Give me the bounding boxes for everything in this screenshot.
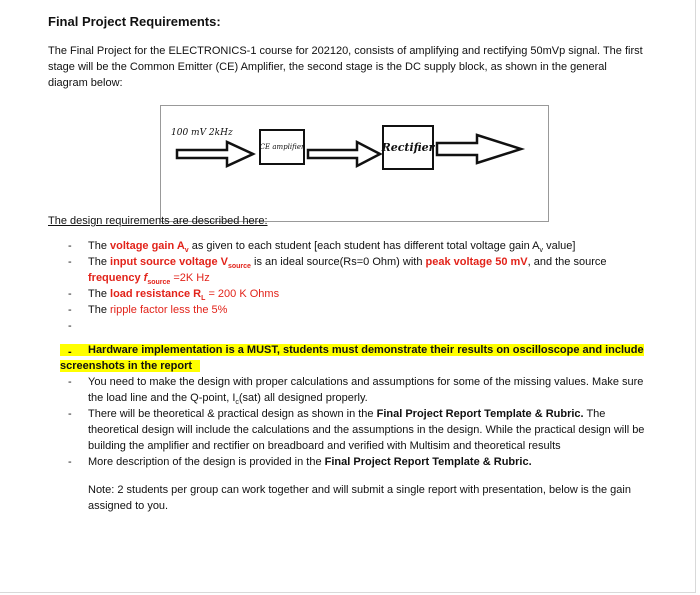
diagram-arrows bbox=[161, 106, 548, 221]
highlight-text: Hardware implementation is a MUST, students must demonstrate their results on oscilloscope and include screenshots in the report bbox=[60, 344, 644, 372]
bullet-dash: - bbox=[68, 346, 72, 358]
note-paragraph: Note: 2 students per group can work together and will submit a single report with presentation, below is the gain assigned to you. bbox=[88, 484, 631, 512]
item-text: More description of the design is provided in the bbox=[88, 456, 325, 468]
item-text: value] bbox=[543, 240, 576, 252]
item-text: (sat) all designed properly. bbox=[238, 392, 368, 404]
item-subscript: source bbox=[227, 263, 251, 271]
item-highlight: voltage gain A bbox=[110, 240, 185, 252]
list-item bbox=[60, 454, 650, 470]
item-text: , and the source bbox=[527, 256, 607, 268]
bullet-dash: - bbox=[68, 320, 72, 332]
item-text: The bbox=[88, 288, 111, 300]
item-text: as given to each student [each student has different total voltage gain A bbox=[188, 240, 540, 252]
item-highlight: input source voltage V bbox=[110, 256, 228, 268]
item-subscript: source bbox=[147, 279, 171, 287]
rectifier-label: Rectifier bbox=[381, 141, 435, 154]
rectifier-block bbox=[382, 125, 434, 170]
item-bold: Final Project Report Template & Rubric. bbox=[376, 408, 584, 420]
item-highlight: = 200 K Ohms bbox=[205, 288, 280, 300]
list-item bbox=[60, 302, 650, 318]
input-arrow bbox=[177, 142, 253, 166]
block-diagram bbox=[160, 105, 549, 222]
bullet-dash: - bbox=[68, 376, 72, 388]
list-item bbox=[60, 286, 650, 302]
item-symbol: f bbox=[143, 272, 148, 284]
list-item bbox=[60, 374, 650, 406]
list-item-highlighted bbox=[60, 342, 650, 374]
item-bold: Final Project Report Template & Rubric. bbox=[324, 456, 532, 468]
bullet-dash: - bbox=[68, 456, 72, 468]
item-highlight: peak voltage 50 mV bbox=[425, 256, 528, 268]
output-arrow bbox=[437, 135, 521, 163]
bullet-dash: - bbox=[68, 304, 72, 316]
item-text: is an ideal source(Rs=0 Ohm) with bbox=[250, 256, 426, 268]
item-text: The bbox=[88, 256, 111, 268]
list-item bbox=[60, 254, 650, 286]
hardware-highlight bbox=[60, 344, 644, 372]
bullet-dash: - bbox=[68, 288, 72, 300]
item-subscript: c bbox=[235, 399, 239, 407]
signal-label: 100 mV 2kHz bbox=[171, 128, 233, 138]
requirements-list bbox=[60, 238, 650, 470]
item-highlight: load resistance R bbox=[110, 288, 202, 300]
amplifier-block bbox=[259, 129, 305, 165]
list-item-empty bbox=[60, 318, 650, 334]
item-text: You need to make the design with proper calculations and assumptions for some of the missing values. Make sure the load line and the Q-point, I bbox=[88, 376, 644, 404]
bullet-dash: - bbox=[68, 240, 72, 252]
item-highlight: frequency bbox=[88, 272, 144, 284]
middle-arrow bbox=[308, 142, 380, 166]
page-title: Final Project Requirements: bbox=[48, 14, 221, 29]
item-text: There will be theoretical & practical design as shown in the bbox=[88, 408, 377, 420]
item-highlight: =2K Hz bbox=[170, 272, 210, 284]
item-subscript: L bbox=[201, 295, 206, 303]
amplifier-label: CE amplifier bbox=[259, 143, 305, 151]
item-highlight: ripple factor less the 5% bbox=[110, 304, 228, 316]
intro-paragraph: The Final Project for the ELECTRONICS-1 course for 202120, consists of amplifying and rectifying 50mVp signal. The first stage will be the Common Emitter (CE) Amplifier, the second stage is the DC supply block, as shown in the general diagram below: bbox=[48, 45, 643, 89]
list-item bbox=[60, 406, 650, 454]
item-text: The bbox=[88, 240, 111, 252]
item-subscript: v bbox=[539, 247, 544, 255]
item-text: The theoretical design will include the calculations and the assumptions in the design. While the practical design will be building the amplifier and rectifier on breadboard and verified with Multisim and theoretical results bbox=[88, 408, 645, 452]
bullet-dash: - bbox=[68, 408, 72, 420]
item-subscript: v bbox=[184, 247, 189, 255]
list-item bbox=[60, 238, 650, 254]
design-heading: The design requirements are described here: bbox=[48, 215, 268, 227]
bullet-dash: - bbox=[68, 256, 72, 268]
item-text: The bbox=[88, 304, 111, 316]
